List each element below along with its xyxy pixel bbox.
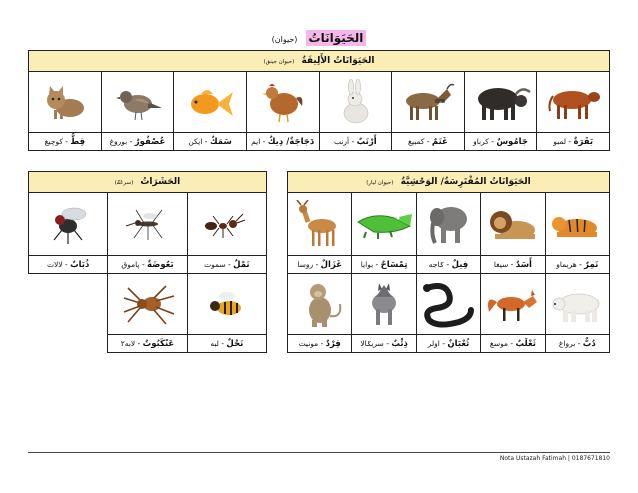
- goat-icon: [397, 81, 459, 123]
- snake-cell: [416, 274, 480, 335]
- wild-label-deer: غَزَالٌ - روسا: [288, 256, 352, 274]
- page-title-sub: (حيوان): [271, 35, 298, 44]
- domestic-header: [29, 51, 610, 72]
- bee-icon: [197, 284, 257, 324]
- wolf-icon: [354, 281, 414, 327]
- domestic-label-goat: غَنَمٌ - كمبيغ: [392, 133, 465, 151]
- monkey-cell: [288, 274, 352, 335]
- wild-label-bear: دُبٌّ - برواغ: [545, 335, 609, 353]
- insect-label-ant: نَمْلٌ - سموت: [187, 256, 266, 274]
- domestic-animals-table: [28, 50, 610, 151]
- bee-cell: [187, 274, 266, 335]
- sparrow-icon: [106, 80, 168, 124]
- insects-header-title: الحَشَرَاتُ: [140, 177, 181, 187]
- insects-header-sub: (سرڠݢ): [114, 180, 134, 186]
- goldfish-icon: [179, 80, 241, 124]
- wild-animals-table: [287, 171, 610, 353]
- footer-credit: Nota Ustazah Fatimah | 0187671810: [499, 455, 610, 462]
- chicken-cell: [246, 72, 319, 133]
- goat-cell: [392, 72, 465, 133]
- spider-icon: [118, 282, 178, 326]
- cow-cell: [537, 72, 610, 133]
- ant-cell: [187, 193, 266, 256]
- insect-label-mosquito: بَعُوضَةٌ - ڽاموق: [108, 256, 187, 274]
- insects-empty-label: [29, 335, 108, 353]
- wild-label-elephant: فِيلٌ - ݢاجه: [416, 256, 480, 274]
- wild-label-fox: ثَعْلَبٌ - موسغ: [481, 335, 545, 353]
- fly-icon: [38, 202, 98, 246]
- wild-label-snake: ثُعْبَانٌ - اولر: [416, 335, 480, 353]
- tiger-icon: [547, 204, 607, 244]
- chicken-icon: [252, 80, 314, 124]
- page-title: [0, 27, 638, 46]
- insect-label-fly: ذُبَابٌ - لالات: [29, 256, 108, 274]
- insect-label-spider: عَنْكَبُوتٌ - لابه٢: [108, 335, 187, 353]
- wild-header: [288, 172, 610, 193]
- cat-icon: [34, 80, 96, 124]
- goldfish-cell: [174, 72, 247, 133]
- wild-label-monkey: قِرْدٌ - مونيت: [288, 335, 352, 353]
- domestic-label-cat: قِطٌّ - کوچيغ: [29, 133, 102, 151]
- crocodile-icon: [354, 204, 414, 244]
- wild-label-wolf: ذِئْبٌ - سريݢالا: [352, 335, 416, 353]
- ant-icon: [197, 206, 257, 242]
- domestic-label-cow: بَقَرَةٌ - لمبو: [537, 133, 610, 151]
- domestic-label-rabbit: أَرْنَبٌ - أرنب: [319, 133, 392, 151]
- wild-label-tiger: نَمِرٌ - هريماو: [545, 256, 609, 274]
- insect-label-bee: نَحْلٌ - لبه: [187, 335, 266, 353]
- wild-label-crocodile: تِمْسَاحٌ - بوايا: [352, 256, 416, 274]
- wild-header-sub: (حيوان ليار): [366, 180, 394, 186]
- spider-cell: [108, 274, 187, 335]
- wild-label-lion: أَسَدٌ - سيغا: [481, 256, 545, 274]
- deer-cell: [288, 193, 352, 256]
- elephant-icon: [419, 201, 479, 247]
- insects-empty-cell: [29, 274, 108, 335]
- domestic-label-sparrow: عُصْفُورٌ - بوروغ: [101, 133, 174, 151]
- lion-cell: [481, 193, 545, 256]
- buffalo-icon: [470, 81, 532, 123]
- fox-cell: [481, 274, 545, 335]
- domestic-header-sub: (حيوان جينق): [263, 59, 295, 65]
- domestic-label-chicken: دَجَاجَةٌ/ دِيكٌ - ايم: [246, 133, 319, 151]
- footer-divider: [28, 452, 610, 453]
- cat-cell: [29, 72, 102, 133]
- wild-header-title: الحَيَوَانَاتُ المُفْتَرِسَةُ/ الوَحْشِيَّةُ: [400, 177, 531, 187]
- polar-bear-icon: [547, 284, 607, 324]
- monkey-icon: [290, 280, 350, 328]
- insects-table: [28, 171, 267, 353]
- lion-icon: [483, 202, 543, 246]
- insects-header: [29, 172, 267, 193]
- page-title-main: الحَيَوَانَاتُ: [306, 30, 367, 46]
- mosquito-icon: [118, 204, 178, 244]
- mosquito-cell: [108, 193, 187, 256]
- polar-bear-cell: [545, 274, 609, 335]
- rabbit-cell: [319, 72, 392, 133]
- cow-icon: [542, 81, 604, 123]
- snake-icon: [419, 280, 479, 328]
- rabbit-icon: [324, 79, 386, 125]
- fox-icon: [483, 284, 543, 324]
- fly-cell: [29, 193, 108, 256]
- sparrow-cell: [101, 72, 174, 133]
- domestic-header-title: الحَيَوَانَاتُ الأَلِيفَةُ: [301, 56, 375, 66]
- buffalo-cell: [464, 72, 537, 133]
- domestic-label-buffalo: جَامُوسٌ - كرباو: [464, 133, 537, 151]
- elephant-cell: [416, 193, 480, 256]
- deer-icon: [290, 200, 350, 248]
- domestic-label-fish: سَمَكٌ - ايكن: [174, 133, 247, 151]
- crocodile-cell: [352, 193, 416, 256]
- tiger-cell: [545, 193, 609, 256]
- wolf-cell: [352, 274, 416, 335]
